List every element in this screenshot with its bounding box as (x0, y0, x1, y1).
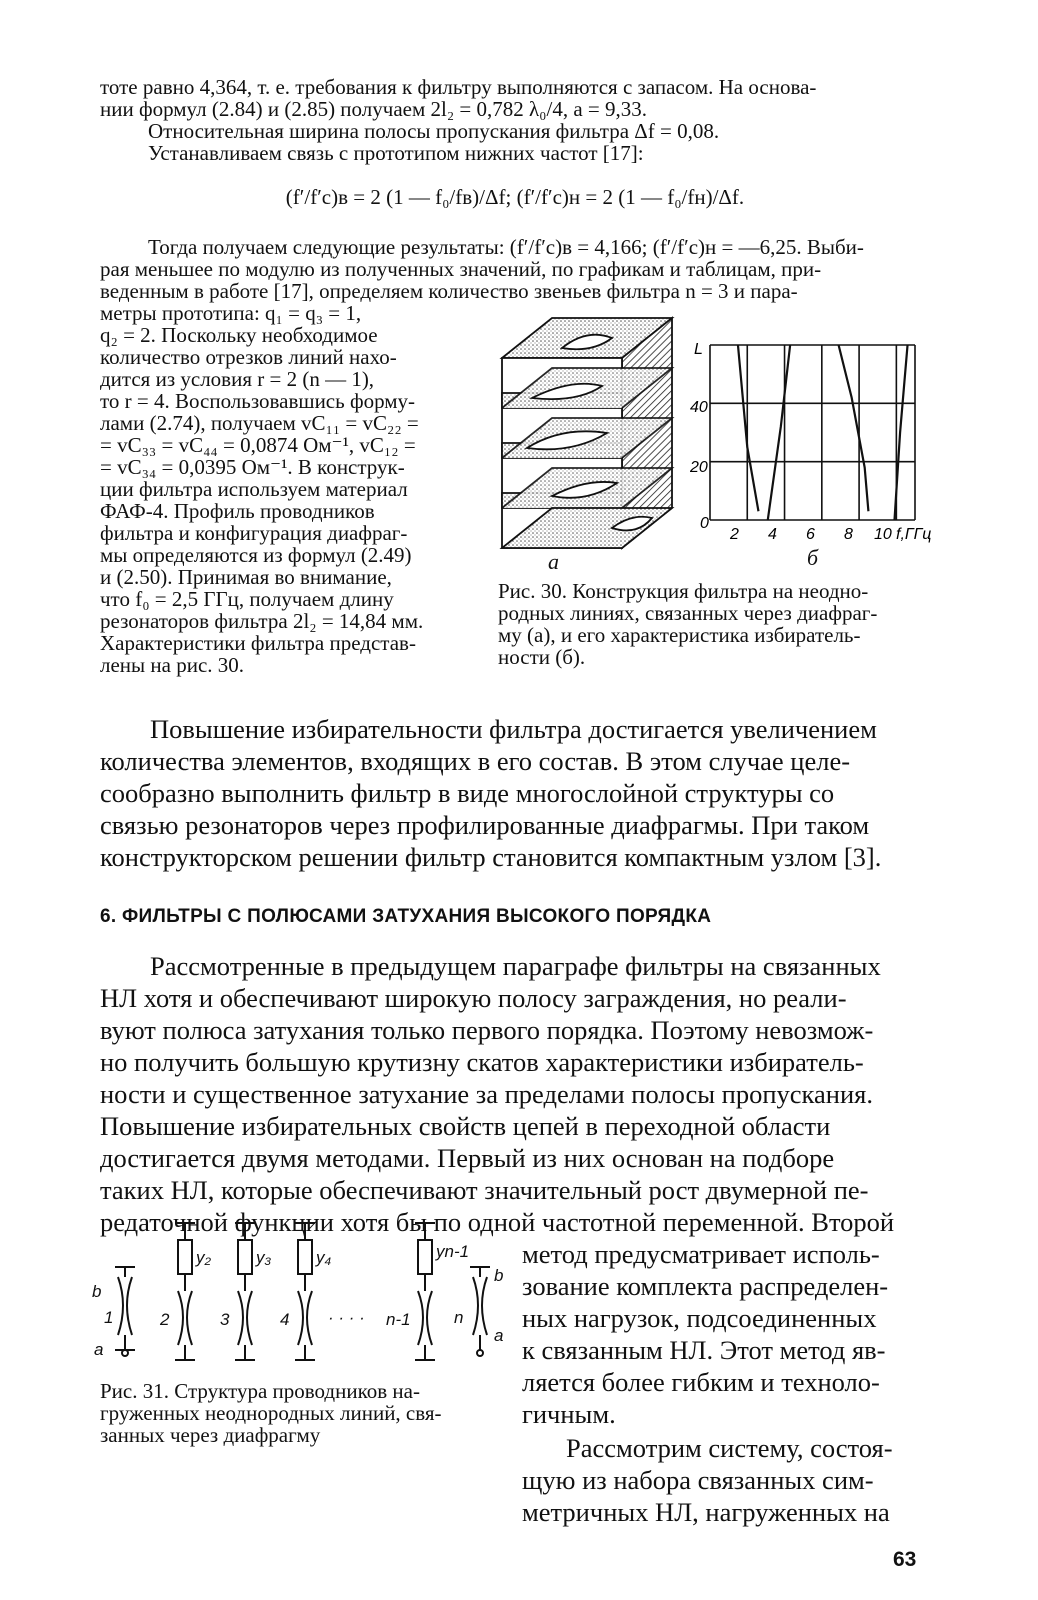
coupled-line-section (235, 1291, 255, 1360)
chart-y-tick: 20 (690, 459, 708, 476)
text-line: ФАФ-4. Профиль проводников (100, 499, 375, 523)
text-line: веденным в работе [17], определяем количество звеньев фильтра n = 3 и пара- (100, 279, 798, 303)
text-line: метод предусматривает исполь- (522, 1239, 880, 1269)
caption-line: Рис. 31. Структура проводников на- (100, 1379, 420, 1403)
section-label: n-1 (386, 1310, 411, 1329)
text-line: фильтра и конфигурация диафраг- (100, 521, 408, 545)
text-line: вуют полюса затухания только первого порядка. Поэтому невозмож- (100, 1015, 874, 1045)
chart-y-axis-label: L (694, 341, 703, 358)
chart-x-tick: 8 (844, 526, 853, 543)
top-paragraph (100, 76, 930, 164)
fig30-structure-diagram (492, 308, 682, 578)
caption-line: занных через диафрагму (100, 1423, 321, 1447)
caption-line: родных линиях, связанных через диафраг- (498, 601, 878, 625)
text-line: сообразно выполнить фильтр в виде многослойной структуры со (100, 778, 835, 808)
text-line: = vC₃₄ = 0,0395 Ом⁻¹. В конструк- (100, 455, 405, 479)
coupled-line-section (470, 1267, 490, 1356)
text-line: лами (2.74), получаем vC₁₁ = vC₂₂ = (100, 411, 419, 435)
text-line: количества элементов, входящих в его состав. В этом случае целе- (100, 746, 851, 776)
chart-series-line (768, 345, 790, 520)
text-line: зование комплекта распределен- (522, 1271, 889, 1301)
caption-line: ности (б). (498, 645, 586, 669)
text-line: ции фильтра используем материал (100, 477, 408, 501)
text-line: щую из набора связанных сим- (522, 1465, 874, 1495)
section-label: 1 (104, 1308, 114, 1327)
chart-x-axis-label: f,ГГц (896, 526, 932, 543)
section-heading: 6. ФИЛЬТРЫ С ПОЛЮСАМИ ЗАТУХАНИЯ ВЫСОКОГО ПОРЯДКА (100, 906, 712, 927)
load-resistor (295, 1223, 315, 1291)
right-column-text-2 (522, 1432, 932, 1528)
text-line: Устанавливаем связь с прототипом нижних частот [17]: (148, 141, 644, 165)
fig30-chart (690, 330, 935, 555)
text-line: редаточной функции хотя бы по одной частотной переменной. Второй (100, 1207, 895, 1237)
load-label: yn-1 (436, 1242, 470, 1261)
text-line: и (2.50). Принимая во внимание, (100, 565, 392, 589)
text-line: нии формул (2.84) и (2.85) получаем 2l₂ = 0,782 λ₀/4, a = 9,33. (100, 97, 647, 121)
text-line: Рассмотрим систему, состоя- (566, 1433, 893, 1463)
left-column-text (100, 302, 480, 676)
right-column-text (522, 1238, 932, 1430)
text-line: резонаторов фильтра 2l₂ = 14,84 мм. (100, 609, 424, 633)
text-line: ных нагрузок, подсоединенных (522, 1303, 877, 1333)
page-number: 63 (893, 1548, 917, 1571)
text-line: q₂ = 2. Поскольку необходимое (100, 323, 378, 347)
section-label: 3 (220, 1310, 230, 1329)
chart-x-tick: 6 (806, 526, 815, 543)
chart-x-tick: 2 (730, 526, 739, 543)
text-line: дится из условия r = 2 (n — 1), (100, 367, 375, 391)
port-label-b: b (92, 1282, 102, 1301)
text-line: достигается двумя методами. Первый из них основан на подборе (100, 1143, 835, 1173)
section-label: 4 (280, 1310, 290, 1329)
fig30-label-b: б (807, 545, 819, 570)
fig30-label-a: а (548, 549, 559, 574)
paragraph-4 (100, 950, 935, 1238)
chart-x-tick: 10 (874, 526, 892, 543)
caption-line: му (а), и его характеристика избиратель- (498, 623, 861, 647)
text-line: тоте равно 4,364, т. е. требования к фильтру выполняются с запасом. На основа- (100, 75, 817, 99)
chart-series-line (839, 345, 869, 511)
chart-series-line (738, 345, 759, 511)
section-dots: · · · · (328, 1308, 365, 1327)
load-label: y₄ (316, 1248, 332, 1267)
port-label-a: a (94, 1340, 104, 1359)
section-label: 2 (160, 1310, 170, 1329)
load-label: y₂ (196, 1248, 211, 1267)
text-line: гичным. (522, 1399, 616, 1429)
port-label-b: b (494, 1266, 504, 1285)
text-line: конструкторском решении фильтр становится компактным узлом [3]. (100, 842, 882, 872)
text-line: Тогда получаем следующие результаты: (f′/f′c)в = 4,166; (f′/f′c)н = —6,25. Выби- (148, 235, 864, 259)
fig31-circuit-diagram (90, 1205, 515, 1380)
coupled-line-section (415, 1291, 435, 1360)
text-line: НЛ хотя и обеспечивают широкую полосу заграждения, но реали- (100, 983, 847, 1013)
text-line: что f₀ = 2,5 ГГц, получаем длину (100, 587, 394, 611)
chart-y-tick: 0 (700, 515, 709, 532)
text-line: рая меньшее по модулю из полученных значений, по графикам и таблицам, при- (100, 257, 822, 281)
text-line: Повышение избирательности фильтра достигается увеличением (150, 714, 877, 744)
coupled-line-section (175, 1291, 195, 1360)
formula-1: (f′/f′c)в = 2 (1 — f₀/fв)/Δf; (f′/f′c)н = 2 (1 — f₀/fн)/Δf. (285, 185, 745, 209)
port-label-a: a (494, 1326, 504, 1345)
text-line: Рассмотренные в предыдущем параграфе фильтры на связанных (150, 951, 881, 981)
load-label: y₃ (256, 1248, 272, 1267)
text-line: Характеристики фильтра представ- (100, 631, 416, 655)
fig30-caption (498, 580, 938, 668)
text-line: ности и существенное затухание за пределами полосы пропускания. (100, 1079, 873, 1109)
load-resistor (235, 1223, 255, 1291)
text-line: то r = 4. Воспользовавшись форму- (100, 389, 416, 413)
text-line: количество отрезков линий нахо- (100, 345, 397, 369)
paragraph-2 (100, 236, 930, 302)
text-line: ляется более гибким и техноло- (522, 1367, 880, 1397)
caption-line: Рис. 30. Конструкция фильтра на неодно- (498, 579, 869, 603)
text-line: метры прототипа: q₁ = q₃ = 1, (100, 301, 362, 325)
chart-x-tick: 4 (768, 526, 777, 543)
text-line: лены на рис. 30. (100, 653, 245, 677)
text-line: но получить большую крутизну скатов характеристики избиратель- (100, 1047, 864, 1077)
coupled-line-section (295, 1291, 315, 1360)
caption-line: груженных неоднородных линий, свя- (100, 1401, 442, 1425)
text-line: метричных НЛ, нагруженных на (522, 1497, 890, 1527)
section-label: n (454, 1308, 464, 1327)
coupled-line-section (115, 1267, 135, 1350)
text-line: = vC₃₃ = vC₄₄ = 0,0874 Ом⁻¹, vC₁₂ = (100, 433, 416, 457)
port-terminal (122, 1350, 128, 1356)
chart-y-tick: 40 (690, 399, 708, 416)
load-resistor (175, 1223, 195, 1291)
text-line: Относительная ширина полосы пропускания фильтра Δf = 0,08. (148, 119, 720, 143)
fig31-caption (100, 1380, 500, 1446)
text-line: таких НЛ, которые обеспечивают значительный рост двумерной пе- (100, 1175, 869, 1205)
text-line: к связанным НЛ. Этот метод яв- (522, 1335, 886, 1365)
text-line: мы определяются из формул (2.49) (100, 543, 412, 567)
text-line: Повышение избирательных свойств цепей в переходной области (100, 1111, 831, 1141)
text-line: связью резонаторов через профилированные диафрагмы. При таком (100, 810, 870, 840)
load-resistor (415, 1223, 435, 1291)
paragraph-3 (100, 713, 935, 873)
